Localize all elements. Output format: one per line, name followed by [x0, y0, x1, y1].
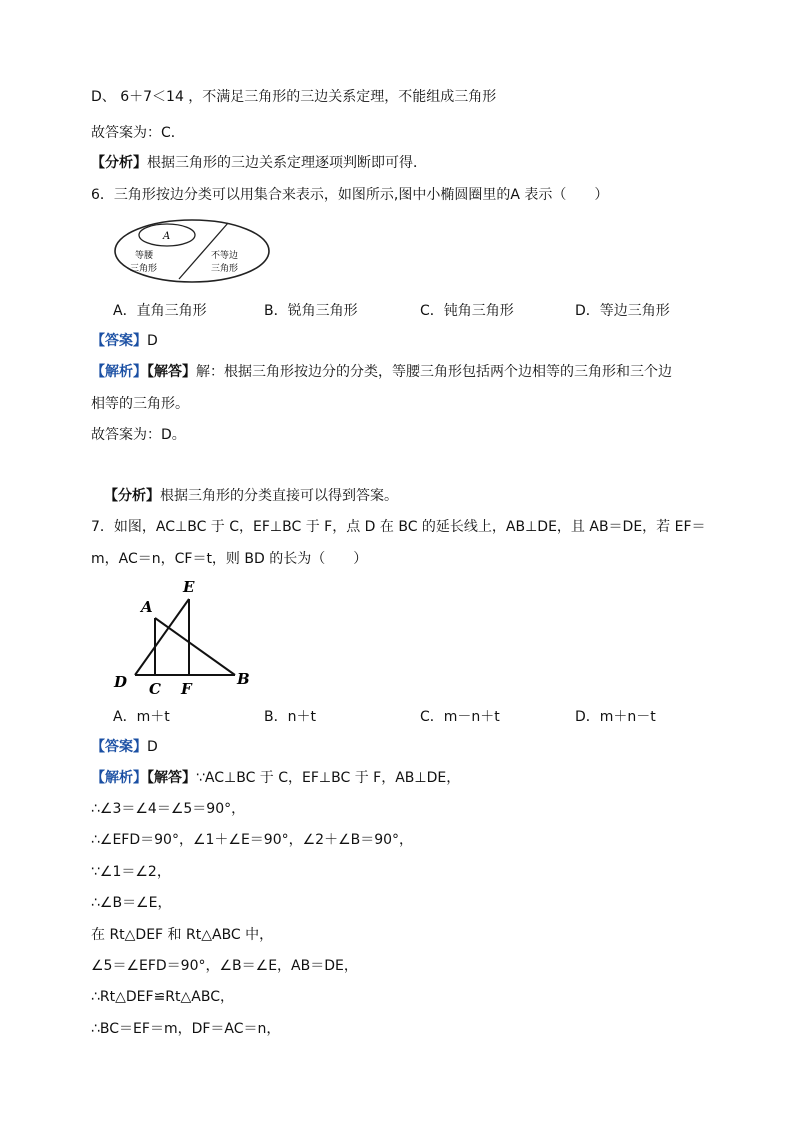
right-label-1: 不等边 — [211, 251, 239, 261]
answer-value: D — [147, 333, 158, 349]
q7-step-7: ∠5＝∠EFD＝90°，∠B＝∠E，AB＝DE， — [91, 958, 358, 974]
answer-value: D — [147, 739, 158, 755]
answer-line: 故答案为：C． — [91, 125, 185, 141]
label-F: F — [181, 680, 192, 698]
segment-ab — [155, 618, 235, 675]
left-label-1: 等腰 — [135, 251, 154, 261]
label-C: C — [149, 680, 161, 698]
answer-tag: 【答案】 — [91, 333, 147, 349]
left-label-2: 三角形 — [130, 264, 158, 274]
q7-choice-a: A．m＋t — [113, 709, 170, 725]
q6-solution-2: 相等的三角形。 — [91, 396, 189, 412]
right-label-2: 三角形 — [211, 264, 239, 274]
question-6: 6．三角形按边分类可以用集合来表示，如图所示,图中小椭圆圈里的A 表示（ ） — [91, 187, 609, 203]
solution-text: 解：根据三角形按边分的分类，等腰三角形包括两个边相等的三角形和三个边 — [196, 364, 672, 380]
q6-solution-3: 故答案为：D。 — [91, 427, 186, 443]
q6-solution-1 — [91, 362, 672, 382]
analysis-tag: 【分析】 — [104, 488, 160, 504]
q7-choice-b: B．n＋t — [264, 709, 316, 725]
q7-step-6: 在 Rt△DEF 和 Rt△ABC 中， — [91, 927, 274, 943]
figure-7-triangles — [110, 574, 260, 700]
q6-answer — [91, 331, 158, 351]
q7-step-2: ∴∠3＝∠4＝∠5＝90°， — [91, 801, 246, 817]
q7-step-8: ∴Rt△DEF≌Rt△ABC， — [91, 989, 234, 1005]
q7-answer — [91, 737, 158, 757]
q7-solution-1 — [91, 768, 460, 788]
q7-step-9: ∴BC＝EF＝m，DF＝AC＝n， — [91, 1021, 281, 1037]
q7-choice-d: D．m＋n－t — [575, 709, 656, 725]
q6-choice-b: B．锐角三角形 — [264, 303, 358, 319]
question-7-line-2: m，AC＝n，CF＝t，则 BD 的长为（ ） — [91, 551, 368, 567]
q7-step-5: ∴∠B＝∠E， — [91, 895, 172, 911]
label-B: B — [237, 670, 250, 688]
analysis-text: 根据三角形的三边关系定理逐项判断即可得． — [147, 155, 427, 171]
q6-analysis — [104, 486, 398, 506]
answer-tag: 【答案】 — [91, 739, 147, 755]
solution-text: ∵AC⊥BC 于 C，EF⊥BC 于 F，AB⊥DE， — [196, 770, 461, 786]
solution-tag-2: 【解答】 — [147, 364, 196, 380]
line-option-d: D、 6＋7＜14 ，不满足三角形的三边关系定理，不能组成三角形 — [91, 89, 497, 105]
label-D: D — [114, 673, 128, 691]
inner-label: A — [163, 231, 171, 242]
analysis-line — [91, 153, 427, 173]
q7-step-3: ∴∠EFD＝90°，∠1＋∠E＝90°，∠2＋∠B＝90°， — [91, 832, 414, 848]
solution-tag: 【解析】 — [91, 770, 147, 786]
q6-choice-a: A．直角三角形 — [113, 303, 207, 319]
label-E: E — [183, 578, 195, 596]
solution-tag-2: 【解答】 — [147, 770, 196, 786]
question-7-line-1: 7．如图，AC⊥BC 于 C，EF⊥BC 于 F，点 D 在 BC 的延长线上，AB⊥DE，且 AB＝DE，若 EF＝ — [91, 519, 706, 535]
q7-choice-c: C．m－n＋t — [420, 709, 500, 725]
analysis-text: 根据三角形的分类直接可以得到答案。 — [160, 488, 398, 504]
q6-choice-c: C．钝角三角形 — [420, 303, 514, 319]
solution-tag: 【解析】 — [91, 364, 147, 380]
label-A: A — [141, 598, 153, 616]
figure-6-set-diagram — [113, 218, 273, 284]
q6-choice-d: D．等边三角形 — [575, 303, 670, 319]
analysis-tag: 【分析】 — [91, 155, 147, 171]
q7-step-4: ∵∠1＝∠2， — [91, 864, 171, 880]
